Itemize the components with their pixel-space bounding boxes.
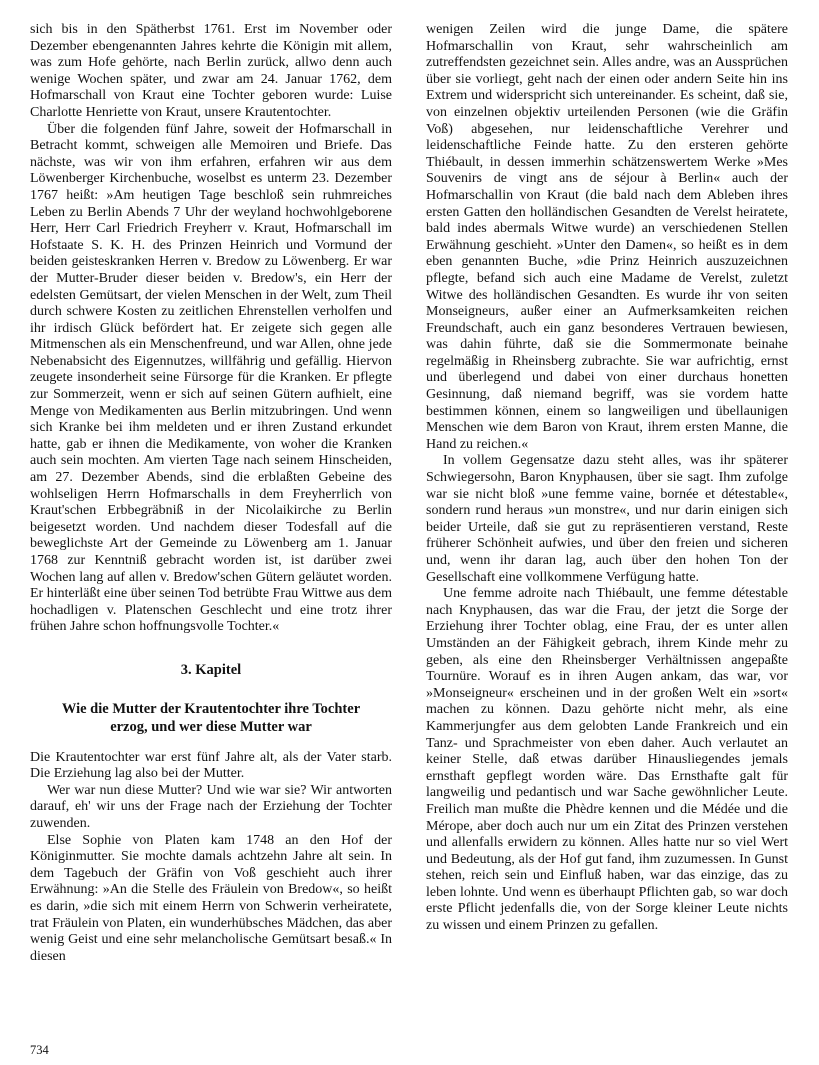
section-heading: Wie die Mutter der Krautentochter ihre Tochter erzog, und wer diese Mutter war — [61, 700, 361, 735]
paragraph: Else Sophie von Platen kam 1748 an den Hof der Königinmutter. Sie mochte damals achtzehn Jahre alt sein. In dem Tagebuch der Gräfin von Voß geschieht auch ihrer Erwähnung: »An die Stelle des Fräulein von Bredow«, so heißt es darin, »die sich mit einem Herrn von Schwerin verheiratete, trat Fräulein von Platen, ein wunderhübsches Mädchen, das aber wenig Geist und eine sehr melancholische Gemütsart besaß.« In diesen — [30, 832, 392, 964]
chapter-heading: 3. Kapitel — [180, 661, 242, 678]
paragraph: Wer war nun diese Mutter? Und wie war sie? Wir antworten darauf, eh' wir uns der Frage nach der Erziehung der Tochter zuwenden. — [30, 782, 392, 831]
paragraph: Une femme adroite nach Thiébault, une femme détestable nach Knyphausen, das war die Frau, der jetzt die Sorge der Erziehung ihrer Tochter oblag, eine Frau, der es unter allen Umständen an der Fähigkeit gebrach, ihrem Kinde mehr zu geben, als eine den Rheinsberger Verhältnissen angepaßte Tournüre. Worauf es in ihren Augen ankam, das war, vor »Monseigneur« erscheinen und in der großen Welt ein »sort« machen zu können. Dazu gehörte nicht mehr, als eine Kammerjungfer aus dem gelobten Lande Frankreich und ein Tanz- und Sprachmeister von eben daher. Auch verlautet an keiner Stelle, daß etwas darüber Hinausliegendes jemals ernsthaft gepflegt worden wäre. Das Ernsthafte galt für langweilig und pedantisch und war Sache gewöhnlicher Leute. Freilich man mußte die Phèdre kennen und die Médée und die Mérope, aber doch auch nur um ein Zitat des Prinzen verstehen und allenfalls erwidern zu können. Alles hatte nur so viel Wert und Bedeutung, als der Hof gut fand, ihm zuzumessen. In Gunst stehen, reich sein und Einfluß haben, war das einzige, das zu leben lohnte. Und wenn es überhaupt Pflichten gab, so war doch erste Pflicht jedenfalls die, von der Sorge kleiner Leute nichts zu wissen und einem Prinzen zu gefallen. — [426, 586, 788, 934]
left-column — [30, 22, 392, 1038]
right-column — [426, 22, 788, 1038]
paragraph: wenigen Zeilen wird die junge Dame, die spätere Hofmarschallin von Kraut, sehr wahrscheinlich am zutreffendsten gezeichnet sein. Alles andre, was an Aussprüchen über sie vorliegt, geht nach der einen oder andern Seite hin ins Extrem und widerspricht sich untereinander. Es scheint, daß sie, von einzelnen objektiv urteilenden Personen (wie die Gräfin Voß) abgesehen, nur leidenschaftliche Verehrer und leidenschaftliche Feinde hatte. Zu den ersteren gehörte Thiébault, in dessen immerhin schätzenswertem Werke »Mes Souvenirs de vingt ans de séjour à Berlin« auch der Hofmarschallin von Kraut (die bald nach dem Ableben ihres ersten Gatten den holländischen Gesandten de Verelst heiratete, bald indes abermals Witwe wurde) an verschiedenen Stellen Erwähnung geschieht. »Unter den Damen«, so heißt es in dem eben genannten Buche, »die Prinz Heinrich auszuzeichnen pflegte, befand sich auch eine Madame de Verelst, zuletzt Witwe des holländischen Gesandten. Es wurde ihr von seiten Monseigneurs, außer einer an Aufmerksamkeiten reichen Freundschaft, auch ein ganz besonderes Vertrauen bewiesen, was dahin führte, daß sie die Sommermonate beinahe regelmäßig in Rheinsberg zubrachte. Sie war aufrichtig, ernst und überlegend und dabei von einer durchaus honetten Gesinnung, daß niemand begriff, was sie vordem hatte bestimmen können, einem so langweiligen und übellaunigen Menschen wie dem Baron von Kraut, ihrem ersten Manne, die Hand zu reichen.« — [426, 22, 788, 452]
text-columns — [30, 22, 789, 1038]
paragraph: Über die folgenden fünf Jahre, soweit der Hofmarschall in Betracht kommt, schweigen alle Memoiren und Briefe. Das nächste, was wir von ihm erfahren, erfahren wir aus dem Löwenberger Kirchenbuche, woselbst es unterm 23. Dezember 1767 heißt: »Am heutigen Tage beschloß sein ruhmreiches Leben zu Berlin Abends 7 Uhr der weyland hochwohlgeborene Herr, Herr Carl Friedrich Freyherr v. Kraut, Hofmarschall im Hofstaate S. K. H. des Prinzen Heinrich und Vormund der beiden geisteskranken Herren v. Bredow zu Löwenberg. Er war der Mutter-Bruder dieser beiden v. Bredow's, ein Herr der edelsten Gemütsart, der vielen Menschen in der Welt, zum Theil durch schwere Kosten zu zeitlichen Ehrenstellen verholfen und ihr irdisch Glück befördert hat. Er zeigete sich gegen alle Mitmenschen als ein Menschenfreund, und war Allen, ohne jede Nebenabsicht des Eigennutzes, willfährig und gefällig. Hiervon zeugete insonderheit seine Fürsorge für die Kranken. Er pflegte zur Sommerzeit, wenn er sich auf seinen Gütern aufhielt, eine Menge von Medikamenten aus Berlin mitzubringen. Und wenn sich Kranke bei ihm meldeten und er ihren Zustand erkundet hatte, gab er ihnen die Medikamente, von woher die Kranken auch sein mochten. Am vierten Tage nach seinem Hinscheiden, am 27. Dezember Abends, sind die erblaßten Gebeine des wohlseligen Herrn Hofmarschalls in dem Freyherrlich von Kraut'schen Erbbegräbniß in der Nicolaikirche zu Berlin beigesetzt worden. Und nachdem dieser Todesfall auf die beweglichste Art der Gemeinde zu Löwenberg am 1. Januar 1768 zur Kenntniß gebracht worden ist, ist darüber zwei Wochen lang auf allen v. Bredow'schen Gütern geläutet worden. Er hinterläßt eine über seinen Tod betrübte Frau Wittwe aus dem hochadligen v. Platenschen Geschlecht und eine trotz ihrer frühen Jahre schon hoffnungsvolle Tochter.« — [30, 121, 392, 635]
paragraph: In vollem Gegensatze dazu steht alles, was ihr späterer Schwiegersohn, Baron Knyphausen, über sie sagt. Ihm zufolge war sie nicht bloß »une femme vaine, bornée et détestable«, sondern rund heraus »un monstre«, und nur darin einigen sich beider Urteile, daß sie gut zu repräsentieren verstand, Reste früherer Schönheit aufwies, und über den freien und sicheren und, wenn ihr daran lag, auch über den hohen Ton der Gesellschaft eine vollkommene Verfügung hatte. — [426, 453, 788, 585]
paragraph: Die Krautentochter war erst fünf Jahre alt, als der Vater starb. Die Erziehung lag also bei der Mutter. — [30, 749, 392, 782]
paragraph: sich bis in den Spätherbst 1761. Erst im November oder Dezember ebengenannten Jahres kehrte die Königin mit allem, was zum Hofe gehörte, nach Berlin zurück, allwo denn auch wenige Wochen später, und zwar am 24. Januar 1762, dem Hofmarschall von Kraut eine Tochter geboren wurde: Luise Charlotte Henriette von Kraut, unsere Krautentochter. — [30, 22, 392, 120]
page-number: 734 — [30, 1043, 49, 1057]
